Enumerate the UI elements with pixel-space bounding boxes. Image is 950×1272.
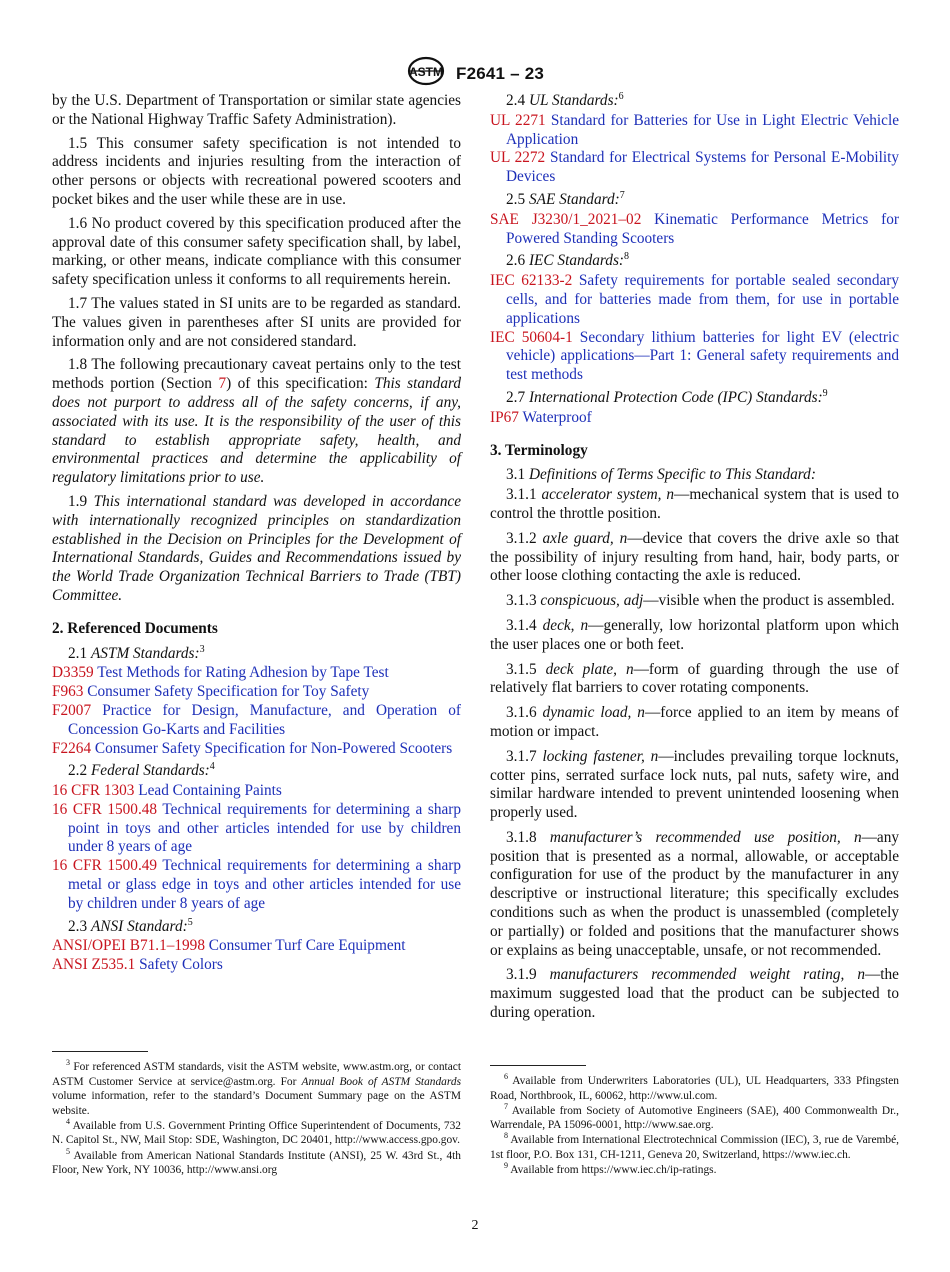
- reference-item: [52, 702, 461, 740]
- term-definition: 3.1.5 deck plate, n—form of guarding through the use of relatively flat barriers to cover rotating components.: [490, 660, 899, 697]
- reference-code-link[interactable]: ANSI Z535.1: [52, 956, 136, 974]
- reference-item: [52, 956, 461, 975]
- paragraph-1-6: 1.6 No product covered by this specification produced after the approval date of this consumer safety specification shall, by label, marking, or other means, indicate compliance with this consumer safety specification unless it conforms to all requirements herein.: [52, 214, 461, 289]
- footnote: $^5$ Available from American National Standards Institute (ANSI), 25 W. 43rd St., 4th Floor, New York, NY 10036, http://www.ansi.org: [52, 1146, 461, 1177]
- subsection-2-3: 2.3 ANSI Standard:$^5$: [68, 916, 193, 935]
- footnote: $^4$ Available from U.S. Government Printing Office Superintendent of Documents, 732 N. Capitol St., NW, Mail Stop: SDE, Washington, DC 20401, http://www.access.gpo.gov.: [52, 1117, 461, 1147]
- footnote-rule-left: [52, 1051, 148, 1052]
- footnotes-right: [490, 1074, 899, 1178]
- iec-standards-list: [490, 272, 899, 385]
- left-column: [52, 92, 461, 975]
- reference-title-link[interactable]: Consumer Turf Care Equipment: [204, 937, 406, 955]
- paragraph-continuation: by the U.S. Department of Transportation or similar state agencies or the National Highway Traffic Safety Administration).: [52, 92, 461, 128]
- ul-standards-list: [490, 112, 899, 187]
- reference-item: [490, 211, 899, 249]
- reference-title-link[interactable]: Practice for Design, Manufacture, and Operation of Concession Go-Karts and Facilities: [68, 701, 461, 738]
- section-2-heading: 2. Referenced Documents: [52, 619, 218, 637]
- reference-code-link[interactable]: F963: [52, 683, 84, 701]
- reference-item: [490, 409, 899, 428]
- reference-item: [490, 272, 899, 328]
- astm-standards-list: [52, 664, 461, 758]
- reference-title-link[interactable]: Secondary lithium batteries for light EV (electric vehicle) applications—Part 1: General safety requirements and test methods: [506, 328, 899, 384]
- reference-code-link[interactable]: IEC 50604-1: [490, 328, 573, 346]
- reference-code-link[interactable]: UL 2271: [490, 111, 546, 129]
- subsection-3-1: 3.1 Definitions of Terms Specific to This Standard:: [506, 466, 816, 484]
- svg-text:ASTM: ASTM: [408, 65, 443, 79]
- term-definition: 3.1.1 accelerator system, n—mechanical system that is used to control the throttle position.: [490, 486, 899, 522]
- term-definition: 3.1.8 manufacturer’s recommended use position, n—any position that is presented as a normal, allowable, or acceptable configuration for use of the product by the manufacturer in any descriptive or instructional literature; this specifically excludes conditions such as when the product is unassembled (completely or partially) or folded and positions that the manufacturer shows or explains as being unacceptable, unsafe, or not recommended.: [490, 828, 899, 959]
- astm-logo: [406, 56, 446, 91]
- subsection-2-5: 2.5 SAE Standard:$^7$: [506, 189, 625, 208]
- section-7-link[interactable]: 7: [218, 375, 227, 393]
- reference-code-link[interactable]: 16 CFR 1500.49: [52, 857, 158, 875]
- subsection-2-2: 2.2 Federal Standards:$^4$: [68, 761, 215, 780]
- reference-code-link[interactable]: 16 CFR 1303: [52, 782, 135, 800]
- footnote: $^6$ Available from Underwriters Laboratories (UL), UL Headquarters, 333 Pfingsten Road, Northbrook, IL, 60062, http://www.ul.com.: [490, 1072, 899, 1102]
- reference-title-link[interactable]: Lead Containing Paints: [134, 782, 282, 800]
- footnote: $^3$ For referenced ASTM standards, visit the ASTM website, www.astm.org, or contact ASTM Customer Service at service@astm.org. For Annual Book of ASTM Standards volume information, refer to the standard’s Document Summary page on the ASTM website.: [52, 1058, 462, 1117]
- term-definition: 3.1.4 deck, n—generally, low horizontal platform upon which the user places one or both feet.: [490, 616, 899, 653]
- term-definition: 3.1.7 locking fastener, n—includes prevailing torque locknuts, cotter pins, serrated surface lock nuts, pal nuts, safety wire, and similar hardware intended to prevent unintended loosening when properly used.: [490, 747, 899, 822]
- paragraph-1-7: 1.7 The values stated in SI units are to be regarded as standard. The values given in parentheses after SI units are provided for information only and are not considered standard.: [52, 294, 461, 350]
- reference-title-link[interactable]: Technical requirements for determining a sharp point in toys and other articles intended for use by children under 8 years of age: [68, 800, 461, 856]
- reference-code-link[interactable]: UL 2272: [490, 149, 546, 167]
- reference-item: [52, 782, 461, 801]
- paragraph-1-9: 1.9 This international standard was developed in accordance with internationally recognized principles on standardization established in the Decision on Principles for the Development of International Standards, Guides and Recommendations issued by the World Trade Organization Technical Barriers to Trade (TBT) Committee.: [52, 492, 461, 604]
- reference-code-link[interactable]: D3359: [52, 664, 94, 682]
- ansi-standards-list: [52, 937, 461, 975]
- subsection-2-4: 2.4 UL Standards:$^6$: [506, 90, 624, 109]
- reference-title-link[interactable]: Test Methods for Rating Adhesion by Tape Test: [93, 664, 389, 682]
- reference-title-link[interactable]: Technical requirements for determining a sharp metal or glass edge in toys and other articles intended for use by children under 8 years of age: [68, 857, 461, 912]
- reference-title-link[interactable]: Standard for Batteries for Use in Light Electric Vehicle Application: [506, 111, 899, 148]
- footnote: $^9$ Available from https://www.iec.ch/ip-ratings.: [504, 1161, 717, 1177]
- right-column: [490, 92, 899, 1029]
- section-3-heading: 3. Terminology: [490, 441, 588, 459]
- reference-code-link[interactable]: IEC 62133-2: [490, 272, 573, 290]
- reference-item: [52, 801, 461, 857]
- subsection-2-1: 2.1 ASTM Standards:$^3$: [68, 643, 205, 662]
- reference-title-link[interactable]: Safety Colors: [135, 956, 223, 974]
- footnote: $^7$ Available from Society of Automotive Engineers (SAE), 400 Commonwealth Dr., Warrendale, PA 15096-0001, http://www.sae.org.: [490, 1101, 899, 1132]
- reference-code-link[interactable]: IP67: [490, 408, 519, 426]
- page-number: 2: [471, 1218, 479, 1233]
- paragraph-1-5: 1.5 This consumer safety specification is not intended to address incidents and injuries resulting from the interaction of other persons or objects with recreational powered scooters and pocket bikes and the user while these are in use.: [52, 134, 461, 208]
- term-definition: 3.1.9 manufacturers recommended weight rating, n—the maximum suggested load that the product can be subjected to during operation.: [490, 966, 899, 1022]
- reference-title-link[interactable]: Consumer Safety Specification for Toy Safety: [83, 683, 370, 701]
- reference-item: [490, 112, 899, 150]
- reference-title-link[interactable]: Standard for Electrical Systems for Personal E-Mobility Devices: [506, 149, 899, 186]
- reference-item: [52, 683, 461, 702]
- reference-item: [52, 857, 461, 913]
- reference-title-link[interactable]: Waterproof: [518, 408, 592, 426]
- footnote-rule-right: [490, 1065, 586, 1066]
- reference-title-link[interactable]: Safety requirements for portable sealed secondary cells, and for batteries made from them, for use in portable applications: [506, 272, 899, 327]
- document-code: F2641 – 23: [455, 63, 544, 83]
- term-definition: 3.1.2 axle guard, n—device that covers the drive axle so that the possibility of injury resulting from hand, hair, body parts, or other loose clothing contacting the axle is reduced.: [490, 529, 900, 585]
- paragraph-1-8: 1.8 The following precautionary caveat pertains only to the test methods portion (Section 7) of this specification: This standard does not purport to address all of the safety concerns, if any, associated with its use. It is the responsibility of the user of this standard to establish appropriate safety, health, and environmental practices and determine the applicability of regulatory limitations prior to use.: [52, 356, 462, 487]
- term-definition: 3.1.6 dynamic load, n—force applied to an item by means of motion or impact.: [490, 704, 899, 740]
- ipc-standards-list: [490, 409, 899, 428]
- reference-code-link[interactable]: ANSI/OPEI B71.1–1998: [52, 937, 205, 955]
- subsection-2-7: 2.7 International Protection Code (IPC) Standards:$^9$: [506, 387, 828, 406]
- sae-standards-list: [490, 211, 899, 249]
- term-definition: 3.1.3 conspicuous, adj—visible when the product is assembled.: [506, 592, 895, 610]
- reference-item: [52, 664, 461, 683]
- reference-code-link[interactable]: F2007: [52, 701, 92, 719]
- footnotes-left: [52, 1060, 461, 1178]
- subsection-2-6: 2.6 IEC Standards:$^8$: [506, 251, 629, 270]
- terms-list: [490, 486, 899, 1023]
- reference-item: [490, 329, 899, 385]
- reference-code-link[interactable]: SAE J3230/1_2021–02: [490, 210, 642, 228]
- reference-item: [52, 740, 461, 759]
- reference-code-link[interactable]: F2264: [52, 739, 92, 757]
- reference-title-link[interactable]: Consumer Safety Specification for Non-Powered Scooters: [91, 739, 453, 757]
- federal-standards-list: [52, 782, 461, 914]
- reference-item: [490, 149, 899, 187]
- reference-item: [52, 937, 461, 956]
- page-header: [0, 56, 950, 91]
- reference-code-link[interactable]: 16 CFR 1500.48: [52, 800, 158, 818]
- footnote: $^8$ Available from International Electrotechnical Commission (IEC), 3, rue de Varembé, 1st floor, P.O. Box 131, CH-1211, Geneva 20, Switzerland, https://www.iec.ch.: [490, 1131, 899, 1161]
- reference-title-link[interactable]: Kinematic Performance Metrics for Powered Standing Scooters: [506, 210, 899, 247]
